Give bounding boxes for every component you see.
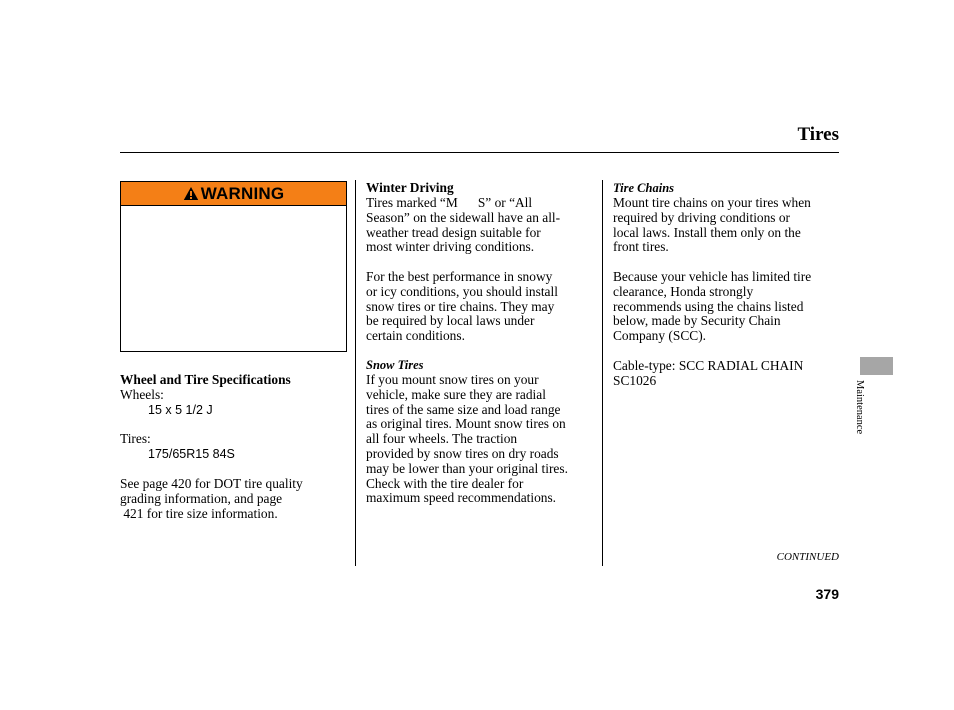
text-line: required by driving conditions or xyxy=(613,209,791,225)
text-line: Tires marked “M S” or “All xyxy=(366,195,533,210)
text-line: or icy conditions, you should install xyxy=(366,283,558,299)
section-tab-label: Maintenance xyxy=(854,380,865,435)
chains-paragraph-2 xyxy=(613,270,811,344)
section-tab xyxy=(860,357,893,375)
text-line: below, made by Security Chain xyxy=(613,313,781,329)
winter-paragraph-2 xyxy=(366,270,558,344)
size-note-paragraph xyxy=(120,477,303,521)
text-line: certain conditions. xyxy=(366,328,465,344)
warning-header xyxy=(121,182,346,206)
text-line: Because your vehicle has limited tire xyxy=(613,269,812,284)
text-line: recommends using the chains listed xyxy=(613,298,804,314)
snow-tires-paragraph xyxy=(366,373,568,506)
wheel-tire-specs-heading: Wheel and Tire Specifications xyxy=(120,372,291,387)
text-line: If you mount snow tires on your xyxy=(366,372,539,387)
column-divider-1 xyxy=(355,180,356,566)
wheels-label: Wheels: xyxy=(120,387,164,402)
text-line: front tires. xyxy=(613,239,669,255)
text-line: most winter driving conditions. xyxy=(366,239,535,255)
warning-triangle-icon xyxy=(183,186,199,201)
text-line: tires of the same size and load range xyxy=(366,401,561,417)
text-line: 421 for tire size information. xyxy=(120,505,278,521)
text-line: For the best performance in snowy xyxy=(366,269,553,284)
text-line: weather tread design suitable for xyxy=(366,224,541,240)
text-line: snow tires or tire chains. They may xyxy=(366,298,555,314)
continued-label: CONTINUED xyxy=(776,551,839,563)
text-line: Mount tire chains on your tires when xyxy=(613,195,811,210)
page-title: Tires xyxy=(797,124,839,145)
warning-label: WARNING xyxy=(200,183,285,203)
text-line: Season” on the sidewall have an all- xyxy=(366,209,561,225)
text-line: clearance, Honda strongly xyxy=(613,283,754,299)
text-line: provided by snow tires on dry roads xyxy=(366,445,559,461)
text-line: Check with the tire dealer for xyxy=(366,475,524,491)
text-line: grading information, and page xyxy=(120,490,283,506)
text-line: See page 420 for DOT tire quality xyxy=(120,476,303,491)
tires-value: 175/65R15 84S xyxy=(148,447,235,461)
wheels-value: 15 x 5 1/2 J xyxy=(148,403,213,417)
column-divider-2 xyxy=(602,180,603,566)
winter-paragraph-1 xyxy=(366,196,560,255)
text-line: Company (SCC). xyxy=(613,328,706,344)
text-line: local laws. Install them only on the xyxy=(613,224,801,240)
tires-label: Tires: xyxy=(120,431,151,446)
tire-chains-subheading: Tire Chains xyxy=(613,181,675,195)
winter-driving-heading: Winter Driving xyxy=(366,180,454,195)
text-line: Cable-type: SCC RADIAL CHAIN xyxy=(613,358,804,373)
page-number: 379 xyxy=(815,586,839,602)
text-line: may be lower than your original tires. xyxy=(366,460,568,476)
text-line: all four wheels. The traction xyxy=(366,431,518,447)
title-rule xyxy=(120,152,839,153)
text-line: as original tires. Mount snow tires on xyxy=(366,416,566,432)
chains-paragraph-3 xyxy=(613,359,803,389)
text-line: be required by local laws under xyxy=(366,313,535,329)
chains-paragraph-1 xyxy=(613,196,811,255)
warning-box xyxy=(120,181,347,352)
snow-tires-subheading: Snow Tires xyxy=(366,358,424,372)
text-line: maximum speed recommendations. xyxy=(366,490,557,506)
text-line: SC1026 xyxy=(613,372,657,388)
text-line: vehicle, make sure they are radial xyxy=(366,386,546,402)
